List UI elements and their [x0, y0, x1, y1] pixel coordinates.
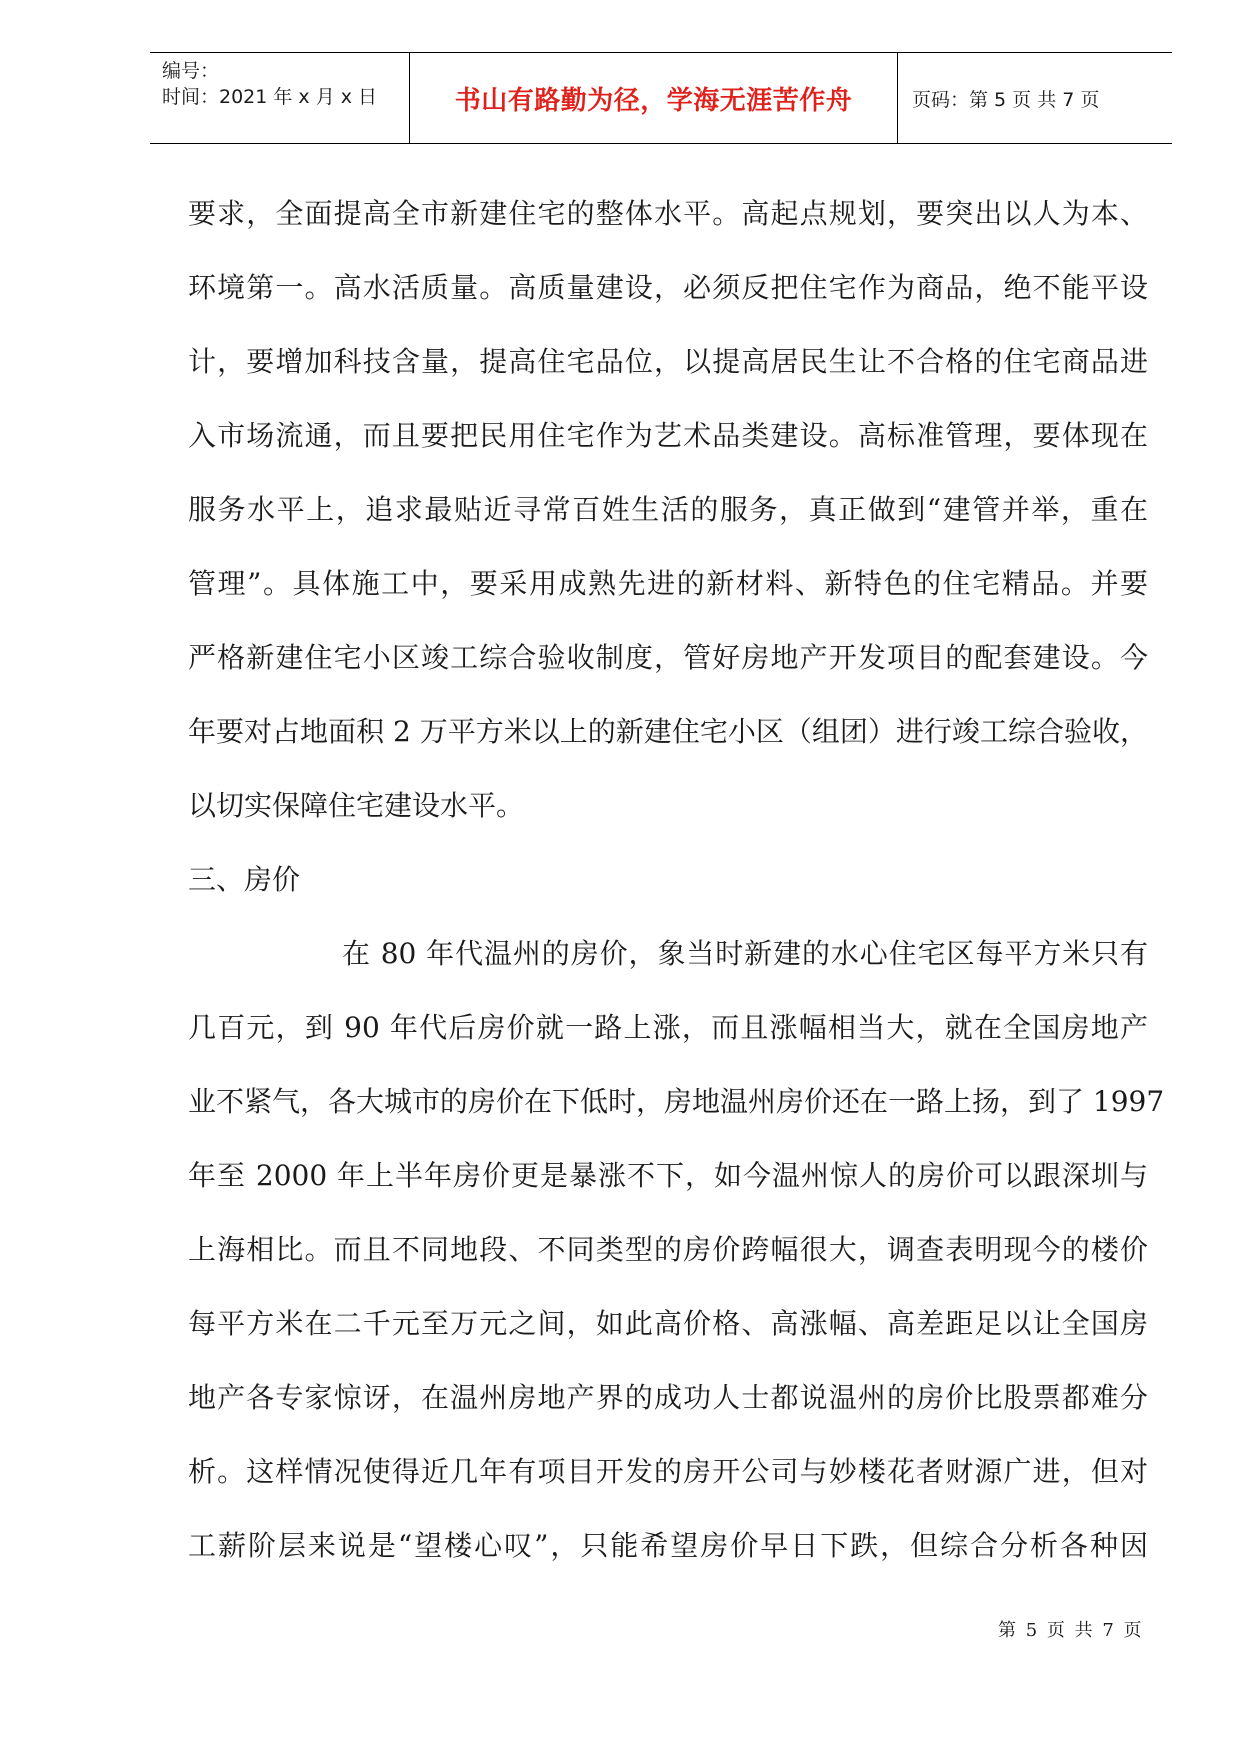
body-line: 计，要增加科技含量，提高住宅品位，以提高居民生让不合格的住宅商品进: [188, 345, 1148, 378]
body-line: 年至 2000 年上半年房价更是暴涨不下，如今温州惊人的房价可以跟深圳与: [188, 1159, 1148, 1192]
body-line: 在 80 年代温州的房价，象当时新建的水心住宅区每平方米只有: [342, 937, 1148, 970]
body-line: 管理”。具体施工中，要采用成熟先进的新材料、新特色的住宅精品。并要: [188, 567, 1148, 600]
section-heading: 三、房价: [188, 863, 301, 896]
body-line: 每平方米在二千元至万元之间，如此高价格、高涨幅、高差距足以让全国房: [188, 1307, 1148, 1340]
document-body: [188, 177, 1165, 1583]
body-line: 入市场流通，而且要把民用住宅作为艺术品类建设。高标准管理，要体现在: [188, 419, 1148, 452]
page-header: [150, 52, 1172, 144]
document-number-label: 编号：: [162, 60, 220, 82]
header-meta-cell: [150, 53, 410, 143]
document-time-label: 时间：2021 年 x 月 x 日: [162, 86, 378, 108]
body-line: 工薪阶层来说是“望楼心叹”，只能希望房价早日下跌，但综合分析各种因: [188, 1529, 1148, 1562]
body-line: 环境第一。高水活质量。高质量建设，必须反把住宅作为商品，绝不能平设: [188, 271, 1148, 304]
body-line: 析。这样情况使得近几年有项目开发的房开公司与妙楼花者财源广进，但对: [188, 1455, 1148, 1488]
body-line: 要求，全面提高全市新建住宅的整体水平。高起点规划，要突出以人为本、: [188, 197, 1148, 230]
body-line: 上海相比。而且不同地段、不同类型的房价跨幅很大，调查表明现今的楼价: [188, 1233, 1148, 1266]
body-line: 以切实保障住宅建设水平。: [188, 789, 525, 822]
body-line: 服务水平上，追求最贴近寻常百姓生活的服务，真正做到“建管并举，重在: [188, 493, 1148, 526]
body-line: 地产各专家惊讶，在温州房地产界的成功人士都说温州的房价比股票都难分: [188, 1381, 1148, 1414]
body-line: 严格新建住宅小区竣工综合验收制度，管好房地产开发项目的配套建设。今: [188, 641, 1148, 674]
body-line: 业不紧气，各大城市的房价在下低时，房地温州房价还在一路上扬，到了 1997: [188, 1085, 1165, 1118]
body-line: 年要对占地面积 2 万平方米以上的新建住宅小区（组团）进行竣工综合验收，: [188, 715, 1148, 748]
body-line: 几百元，到 90 年代后房价就一路上涨，而且涨幅相当大，就在全国房地产: [188, 1011, 1148, 1044]
page-footer-number: 第 5 页 共 7 页: [998, 1620, 1142, 1641]
header-page-number: 页码：第 5 页 共 7 页: [912, 88, 1100, 111]
header-motto: 书山有路勤为径，学海无涯苦作舟: [410, 53, 898, 143]
